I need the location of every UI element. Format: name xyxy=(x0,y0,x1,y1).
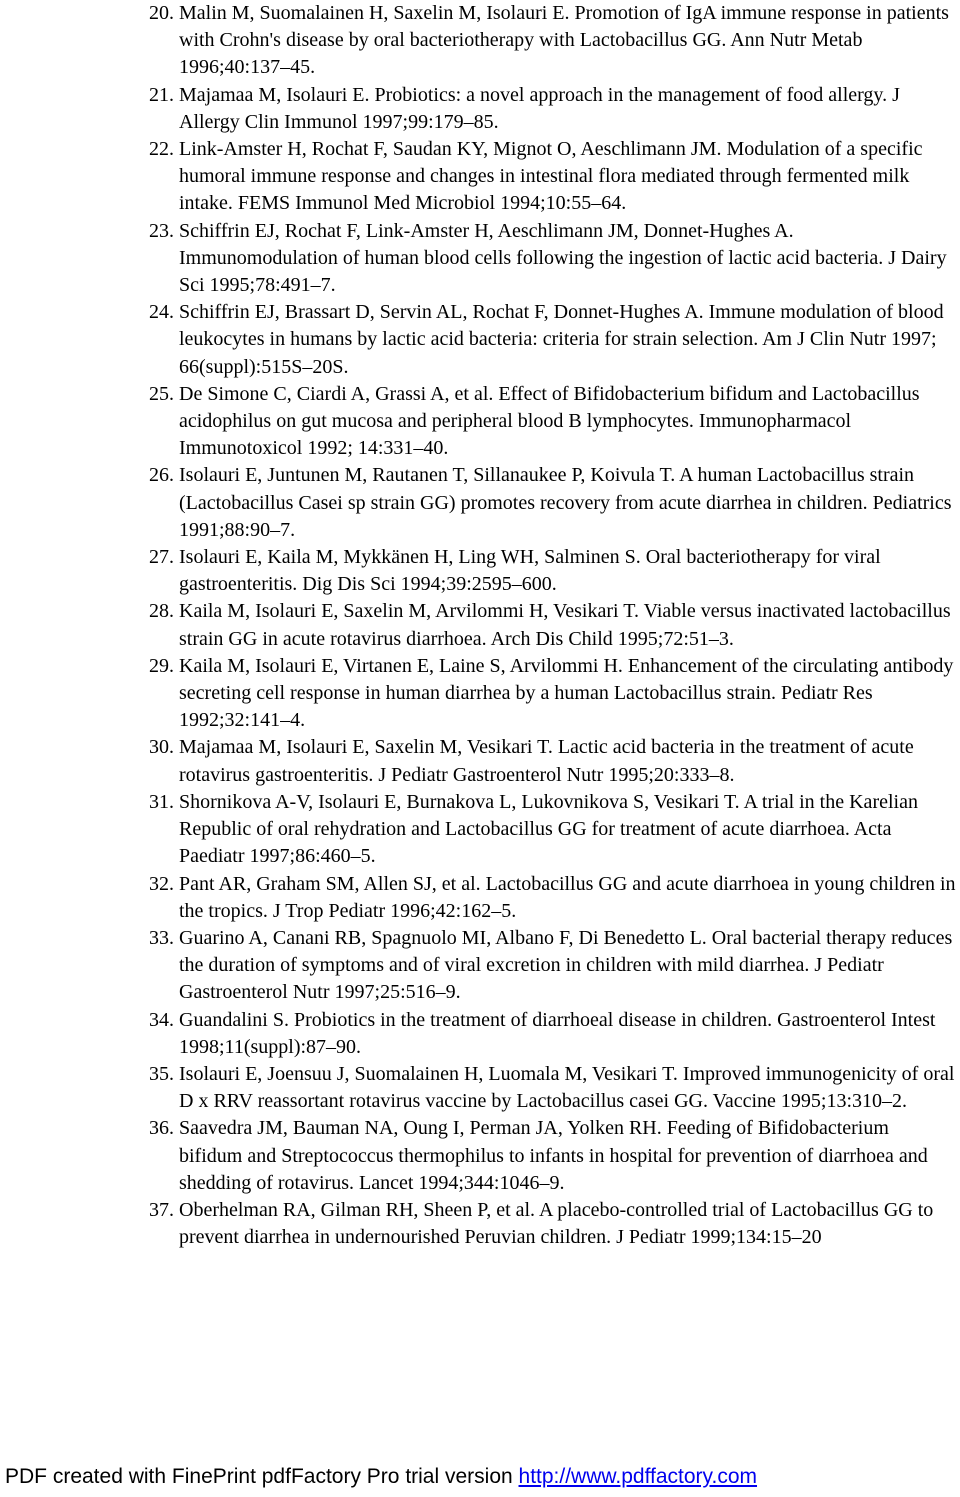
reference-text: Isolauri E, Juntunen M, Rautanen T, Sillanaukee P, Koivula T. A human Lactobacillus strain (Lactobacillus Casei sp strain GG) promotes recovery from acute diarrhea in children. Pediatrics 1991;88:90–7. xyxy=(179,464,952,541)
reference-text: Majamaa M, Isolauri E, Saxelin M, Vesikari T. Lactic acid bacteria in the treatment of acute rotavirus gastroenteritis. J Pediatr Gastroenterol Nutr 1995;20:333–8. xyxy=(179,736,914,786)
reference-item xyxy=(0,1061,960,1115)
reference-number: 37. xyxy=(149,1198,179,1221)
reference-text: Isolauri E, Kaila M, Mykkänen H, Ling WH, Salminen S. Oral bacteriotherapy for viral gastroenteritis. Dig Dis Sci 1994;39:2595–600. xyxy=(179,546,881,596)
reference-text: Link-Amster H, Rochat F, Saudan KY, Mignot O, Aeschlimann JM. Modulation of a specific humoral immune response and changes in intestinal flora mediated through fermented milk intake. FEMS Immunol Med Microbiol 1994;10:55–64. xyxy=(179,138,923,215)
reference-number: 28. xyxy=(149,600,179,623)
reference-item xyxy=(0,0,960,82)
reference-item xyxy=(0,653,960,735)
reference-text: Pant AR, Graham SM, Allen SJ, et al. Lactobacillus GG and acute diarrhoea in young children in the tropics. J Trop Pediatr 1996;42:162–5. xyxy=(179,872,956,922)
reference-item xyxy=(0,925,960,1007)
reference-text: Guandalini S. Probiotics in the treatment of diarrhoeal disease in children. Gastroenterol Intest 1998;11(suppl):87–90. xyxy=(179,1008,936,1058)
reference-text: Majamaa M, Isolauri E. Probiotics: a novel approach in the management of food allergy. J Allergy Clin Immunol 1997;99:179–85. xyxy=(179,83,900,133)
reference-item xyxy=(0,299,960,381)
reference-text: Saavedra JM, Bauman NA, Oung I, Perman JA, Yolken RH. Feeding of Bifidobacterium bifidum and Streptococcus thermophilus to infants in hospital for prevention of diarrhoea and shedding of rotavirus. Lancet 1994;344:1046–9. xyxy=(179,1117,928,1194)
reference-number: 29. xyxy=(149,654,179,677)
reference-number: 30. xyxy=(149,736,179,759)
reference-item xyxy=(0,1007,960,1061)
reference-text: De Simone C, Ciardi A, Grassi A, et al. Effect of Bifidobacterium bifidum and Lactobacillus acidophilus on gut mucosa and peripheral blood B lymphocytes. Immunopharmacol Immunotoxicol 1992; 14:331–40. xyxy=(179,382,920,460)
reference-number: 32. xyxy=(149,872,179,895)
reference-number: 26. xyxy=(149,464,179,487)
reference-text: Kaila M, Isolauri E, Saxelin M, Arvilommi H, Vesikari T. Viable versus inactivated lactobacillus strain GG in acute rotavirus diarrhoea. Arch Dis Child 1995;72:51–3. xyxy=(179,600,951,650)
reference-item xyxy=(0,734,960,788)
reference-number: 34. xyxy=(149,1008,179,1031)
reference-text: Schiffrin EJ, Brassart D, Servin AL, Rochat F, Donnet-Hughes A. Immune modulation of blood leukocytes in humans by lactic acid bacteria: criteria for strain selection. Am J Clin Nutr 1997; 66(suppl):515S–20S. xyxy=(179,301,944,378)
reference-item xyxy=(0,1197,960,1251)
reference-number: 31. xyxy=(149,790,179,813)
reference-item xyxy=(0,381,960,463)
reference-item xyxy=(0,218,960,300)
reference-item xyxy=(0,136,960,218)
reference-number: 23. xyxy=(149,219,179,242)
reference-number: 20. xyxy=(149,2,179,24)
reference-number: 24. xyxy=(149,301,179,324)
reference-text: Oberhelman RA, Gilman RH, Sheen P, et al. A placebo-controlled trial of Lactobacillus GG to prevent diarrhea in undernourished Peruvian children. J Pediatr 1999;134:15–20 xyxy=(179,1198,934,1249)
footer-text: PDF created with FinePrint pdfFactory Pro trial version xyxy=(5,1465,519,1488)
reference-item xyxy=(0,1115,960,1197)
reference-text: Malin M, Suomalainen H, Saxelin M, Isolauri E. Promotion of IgA immune response in patients with Crohn's disease by oral bacteriotherapy with Lactobacillus GG. Ann Nutr Metab 1996;40:137–45. xyxy=(179,2,949,79)
footer-link[interactable]: http://www.pdffactory.com xyxy=(518,1465,758,1488)
reference-text: Kaila M, Isolauri E, Virtanen E, Laine S, Arvilommi H. Enhancement of the circulating antibody secreting cell response in human diarrhea by a human Lactobacillus strain. Pediatr Res 1992;32:141–4. xyxy=(179,654,954,732)
reference-text: Isolauri E, Joensuu J, Suomalainen H, Luomala M, Vesikari T. Improved immunogenicity of oral D x RRV reassortant rotavirus vaccine by Lactobacillus casei GG. Vaccine 1995;13:310–2. xyxy=(179,1062,955,1113)
reference-item xyxy=(0,871,960,925)
reference-item xyxy=(0,544,960,598)
reference-number: 35. xyxy=(149,1062,179,1085)
reference-number: 21. xyxy=(149,83,179,106)
reference-number: 22. xyxy=(149,138,179,161)
reference-number: 33. xyxy=(149,926,179,949)
reference-item xyxy=(0,789,960,871)
reference-text: Guarino A, Canani RB, Spagnuolo MI, Albano F, Di Benedetto L. Oral bacterial therapy reduces the duration of symptoms and of viral excretion in children with mild diarrhea. J Pediatr Gastroenterol Nutr 1997;25:516–9. xyxy=(179,926,953,1004)
reference-text: Shornikova A-V, Isolauri E, Burnakova L, Lukovnikova S, Vesikari T. A trial in the Karelian Republic of oral rehydration and Lactobacillus GG for treatment of acute diarrhoea. Acta Paediatr 1997;86:460–5. xyxy=(179,790,918,868)
reference-item xyxy=(0,82,960,136)
reference-number: 36. xyxy=(149,1117,179,1140)
pdf-footer xyxy=(5,1465,757,1489)
reference-item xyxy=(0,598,960,652)
reference-number: 25. xyxy=(149,382,179,405)
reference-number: 27. xyxy=(149,546,179,569)
reference-text: Schiffrin EJ, Rochat F, Link-Amster H, Aeschlimann JM, Donnet-Hughes A. Immunomodulation of human blood cells following the ingestion of lactic acid bacteria. J Dairy Sci 1995;78:491–7. xyxy=(179,219,947,297)
reference-item xyxy=(0,462,960,544)
